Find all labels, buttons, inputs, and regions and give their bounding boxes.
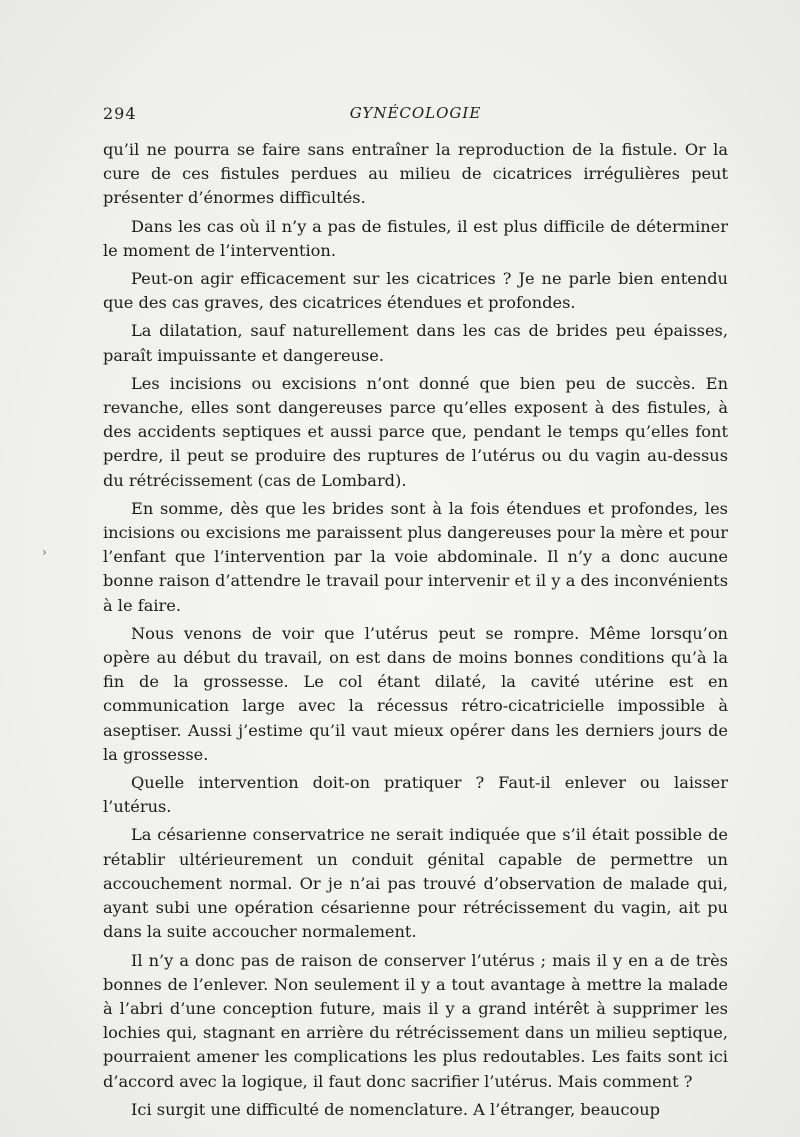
page-number: 294 — [103, 104, 137, 123]
paragraph: En somme, dès que les brides sont à la fois étendues et profondes, les incisions ou excisions me paraissent plus dangereuses pour la mère et pour l’enfant que l’intervention par la voie abdominale. Il n’y a donc aucune bonne raison d’attendre le travail pour intervenir et il y a des inconvénients à le faire. — [103, 498, 728, 615]
paragraph: La césarienne conservatrice ne serait indiquée que s’il était possible de rétablir ultérieurement un conduit génital capable de permettre un accouchement normal. Or je n’ai pas trouvé d’observation de malade qui, ayant subi une opération césarienne pour rétrécissement du vagin, ait pu dans la suite accoucher normalement. — [103, 825, 728, 942]
running-title: GYNÉCOLOGIE — [349, 104, 482, 122]
paragraph: La dilatation, sauf naturellement dans les cas de brides peu épaisses, paraît impuissante et dangereuse. — [103, 321, 728, 365]
paragraph: Quelle intervention doit-on pratiquer ? Faut-il enlever ou laisser l’utérus. — [103, 773, 728, 817]
paragraph: Nous venons de voir que l’utérus peut se rompre. Même lorsqu’on opère au début du travail, on est dans de moins bonnes conditions qu’à la fin de la grossesse. Le col étant dilaté, la cavité utérine est en communication large avec la récessus rétro-cicatricielle impossible à aseptiser. Aussi j’estime qu’il vaut mieux opérer dans les derniers jours de la grossesse. — [103, 623, 728, 764]
page-header — [103, 104, 728, 128]
paragraph: Les incisions ou excisions n’ont donné que bien peu de succès. En revanche, elles sont dangereuses parce qu’elles exposent à des fistules, à des accidents septiques et aussi parce que, pendant le temps qu’elles font perdre, il peut se produire des ruptures de l’utérus ou du vagin au-dessus du rétrécissement (cas de Lombard). — [103, 373, 728, 490]
paragraph: qu’il ne pourra se faire sans entraîner la reproduction de la fistule. Or la cure de ces fistules perdues au milieu de cicatrices irrégulières peut présenter d’énormes difficultés. — [103, 140, 728, 208]
margin-mark: › — [42, 545, 47, 559]
paragraph: Peut-on agir efficacement sur les cicatrices ? Je ne parle bien entendu que des cas graves, des cicatrices étendues et profondes. — [103, 269, 728, 313]
paragraph: Dans les cas où il n’y a pas de fistules, il est plus difficile de déterminer le moment de l’intervention. — [103, 216, 728, 260]
body-text — [103, 138, 728, 1126]
paragraph: Ici surgit une difficulté de nomenclature. A l’étranger, beaucoup — [131, 1099, 661, 1119]
paragraph: Il n’y a donc pas de raison de conserver l’utérus ; mais il y en a de très bonnes de l’enlever. Non seulement il y a tout avantage à mettre la malade à l’abri d’une conception future, mais il y a grand intérêt à supprimer les lochies qui, stagnant en arrière du rétrécissement dans un milieu septique, pourraient amener les complications les plus redoutables. Les faits sont ici d’accord avec la logique, il faut donc sacrifier l’utérus. Mais comment ? — [103, 950, 728, 1091]
